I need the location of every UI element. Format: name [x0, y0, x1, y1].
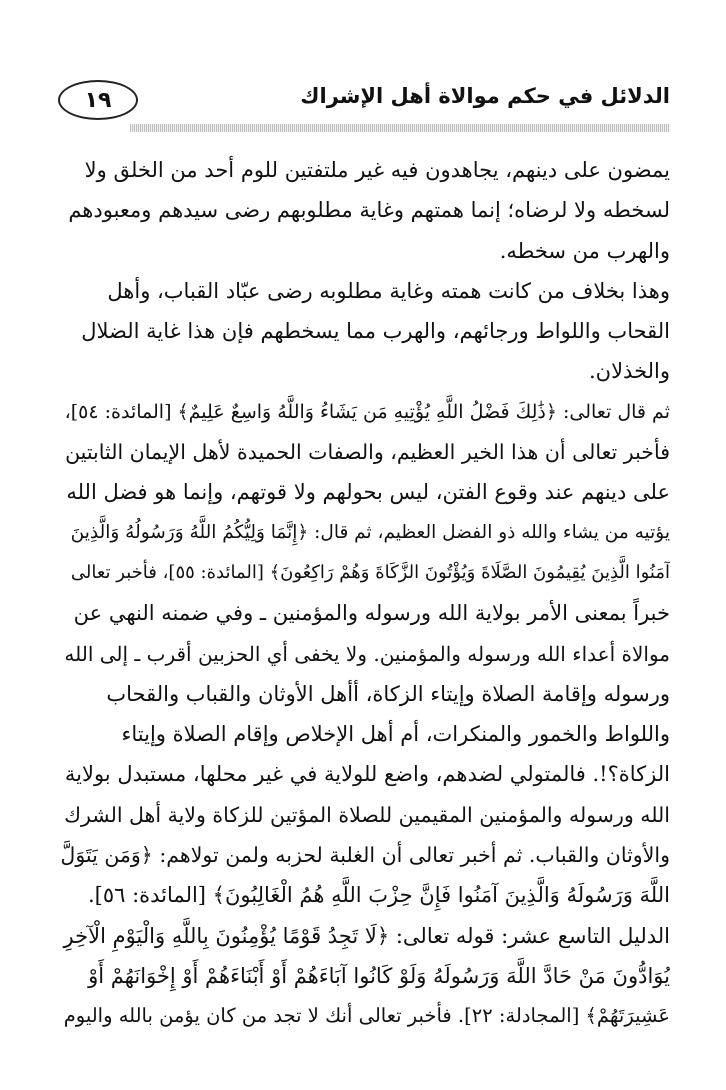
text-line: يمضون على دينهم، يجاهدون فيه غير ملتفتين للوم أحد من الخلق ولا — [84, 158, 670, 182]
text-line: والهرب من سخطه. — [499, 238, 670, 263]
text-line-quran: ثم قال تعالى: ﴿ذَٰلِكَ فَضْلُ اللَّهِ يُؤْتِيهِ مَن يَشَاءُ وَاللَّهُ وَاسِعٌ عَلِيمٌ﴾ [المائدة: ٥٤]، — [64, 400, 670, 423]
text-line: القحاب واللواط ورجائهم، والهرب مما يسخطهم فإن هذا غاية الضلال — [81, 319, 670, 344]
text-line-quran: اللَّهَ وَرَسُولَهُ وَالَّذِينَ آمَنُوا فَإِنَّ حِزْبَ اللَّهِ هُمُ الْغَالِبُونَ﴾ [المائدة: ٥٦]. — [87, 883, 670, 908]
page-number-badge — [58, 80, 138, 120]
text-line: الله ورسوله والمؤمنين المقيمين للصلاة المؤتين للزكاة ولاية أهل الشرك — [64, 802, 670, 827]
page-number: ١٩ — [84, 87, 112, 113]
text-line: واللواط والخمور والمنكرات، أم أهل الإخلاص وإقام الصلاة وإيتاء — [121, 722, 670, 747]
text-line-quran: عَشِيرَتَهُمْ﴾ [المجادلة: ٢٢]. فأخبر تعالى أنك لا تجد من كان يؤمن بالله واليوم — [63, 1004, 670, 1028]
text-line: الزكاة؟!. فالمتولي لضدهم، واضع للولاية في غير محلها، مستبدل بولاية — [64, 762, 670, 787]
evidence-heading-line: الدليل التاسع عشر: قوله تعالى: ﴿لَا تَجِدُ قَوْمًا يُؤْمِنُونَ بِاللَّهِ وَالْيَوْمِ الْآخِرِ — [63, 923, 670, 948]
text-line: ورسوله وإقامة الصلاة وإيتاء الزكاة، أأهل الأوثان والقباب والقحاب — [106, 681, 670, 706]
text-line-quran: والأوثان والقباب. ثم أخبر تعالى أن الغلبة لحزبه ولمن تولاهم: ﴿وَمَن يَتَوَلَّ — [60, 843, 670, 868]
page-header — [58, 80, 670, 132]
text-line-quran: يُوَادُّونَ مَنْ حَادَّ اللَّهَ وَرَسُولَهُ وَلَوْ كَانُوا آبَاءَهُمْ أَوْ أَبْنَاءَهُمْ أَوْ إِخْوَانَهُمْ أَوْ — [88, 963, 670, 988]
text-line-quran: آمَنُوا الَّذِينَ يُقِيمُونَ الصَّلَاةَ وَيُؤْتُونَ الزَّكَاةَ وَهُمْ رَاكِعُونَ﴾ [المائدة: ٥٥]، فأخبر تعالى — [70, 561, 670, 583]
page-body — [58, 150, 670, 1037]
text-line: خبراً بمعنى الأمر بولاية الله ورسوله والمؤمنين ـ وفي ضمنه النهي عن — [73, 601, 670, 626]
text-line: لسخطه ولا لرضاه؛ إنما همتهم وغاية مطلوبهم رضى سيدهم ومعبودهم — [68, 198, 670, 223]
text-line: موالاة أعداء الله ورسوله والمؤمنين. ولا يخفى أي الحزبين أقرب ـ إلى الله — [64, 641, 670, 666]
text-line: والخذلان. — [588, 359, 670, 384]
text-line: فأخبر تعالى أن هذا الخير العظيم، والصفات الحميدة لأهل الإيمان الثابتين — [65, 440, 670, 465]
text-line-quran: يؤتيه من يشاء والله ذو الفضل العظيم، ثم قال: ﴿إِنَّمَا وَلِيُّكُمُ اللَّهُ وَرَسُولُهُ وَالَّذِينَ — [70, 521, 670, 543]
running-title: الدلائل في حكم موالاة أهل الإشراك — [300, 84, 670, 108]
text-line: وهذا بخلاف من كانت همته وغاية مطلوبه رضى عبّاد القباب، وأهل — [107, 278, 670, 303]
text-line: على دينهم عند وقوع الفتن، ليس بحولهم ولا قوتهم، وإنما هو فضل الله — [66, 480, 670, 505]
header-divider — [130, 124, 670, 132]
